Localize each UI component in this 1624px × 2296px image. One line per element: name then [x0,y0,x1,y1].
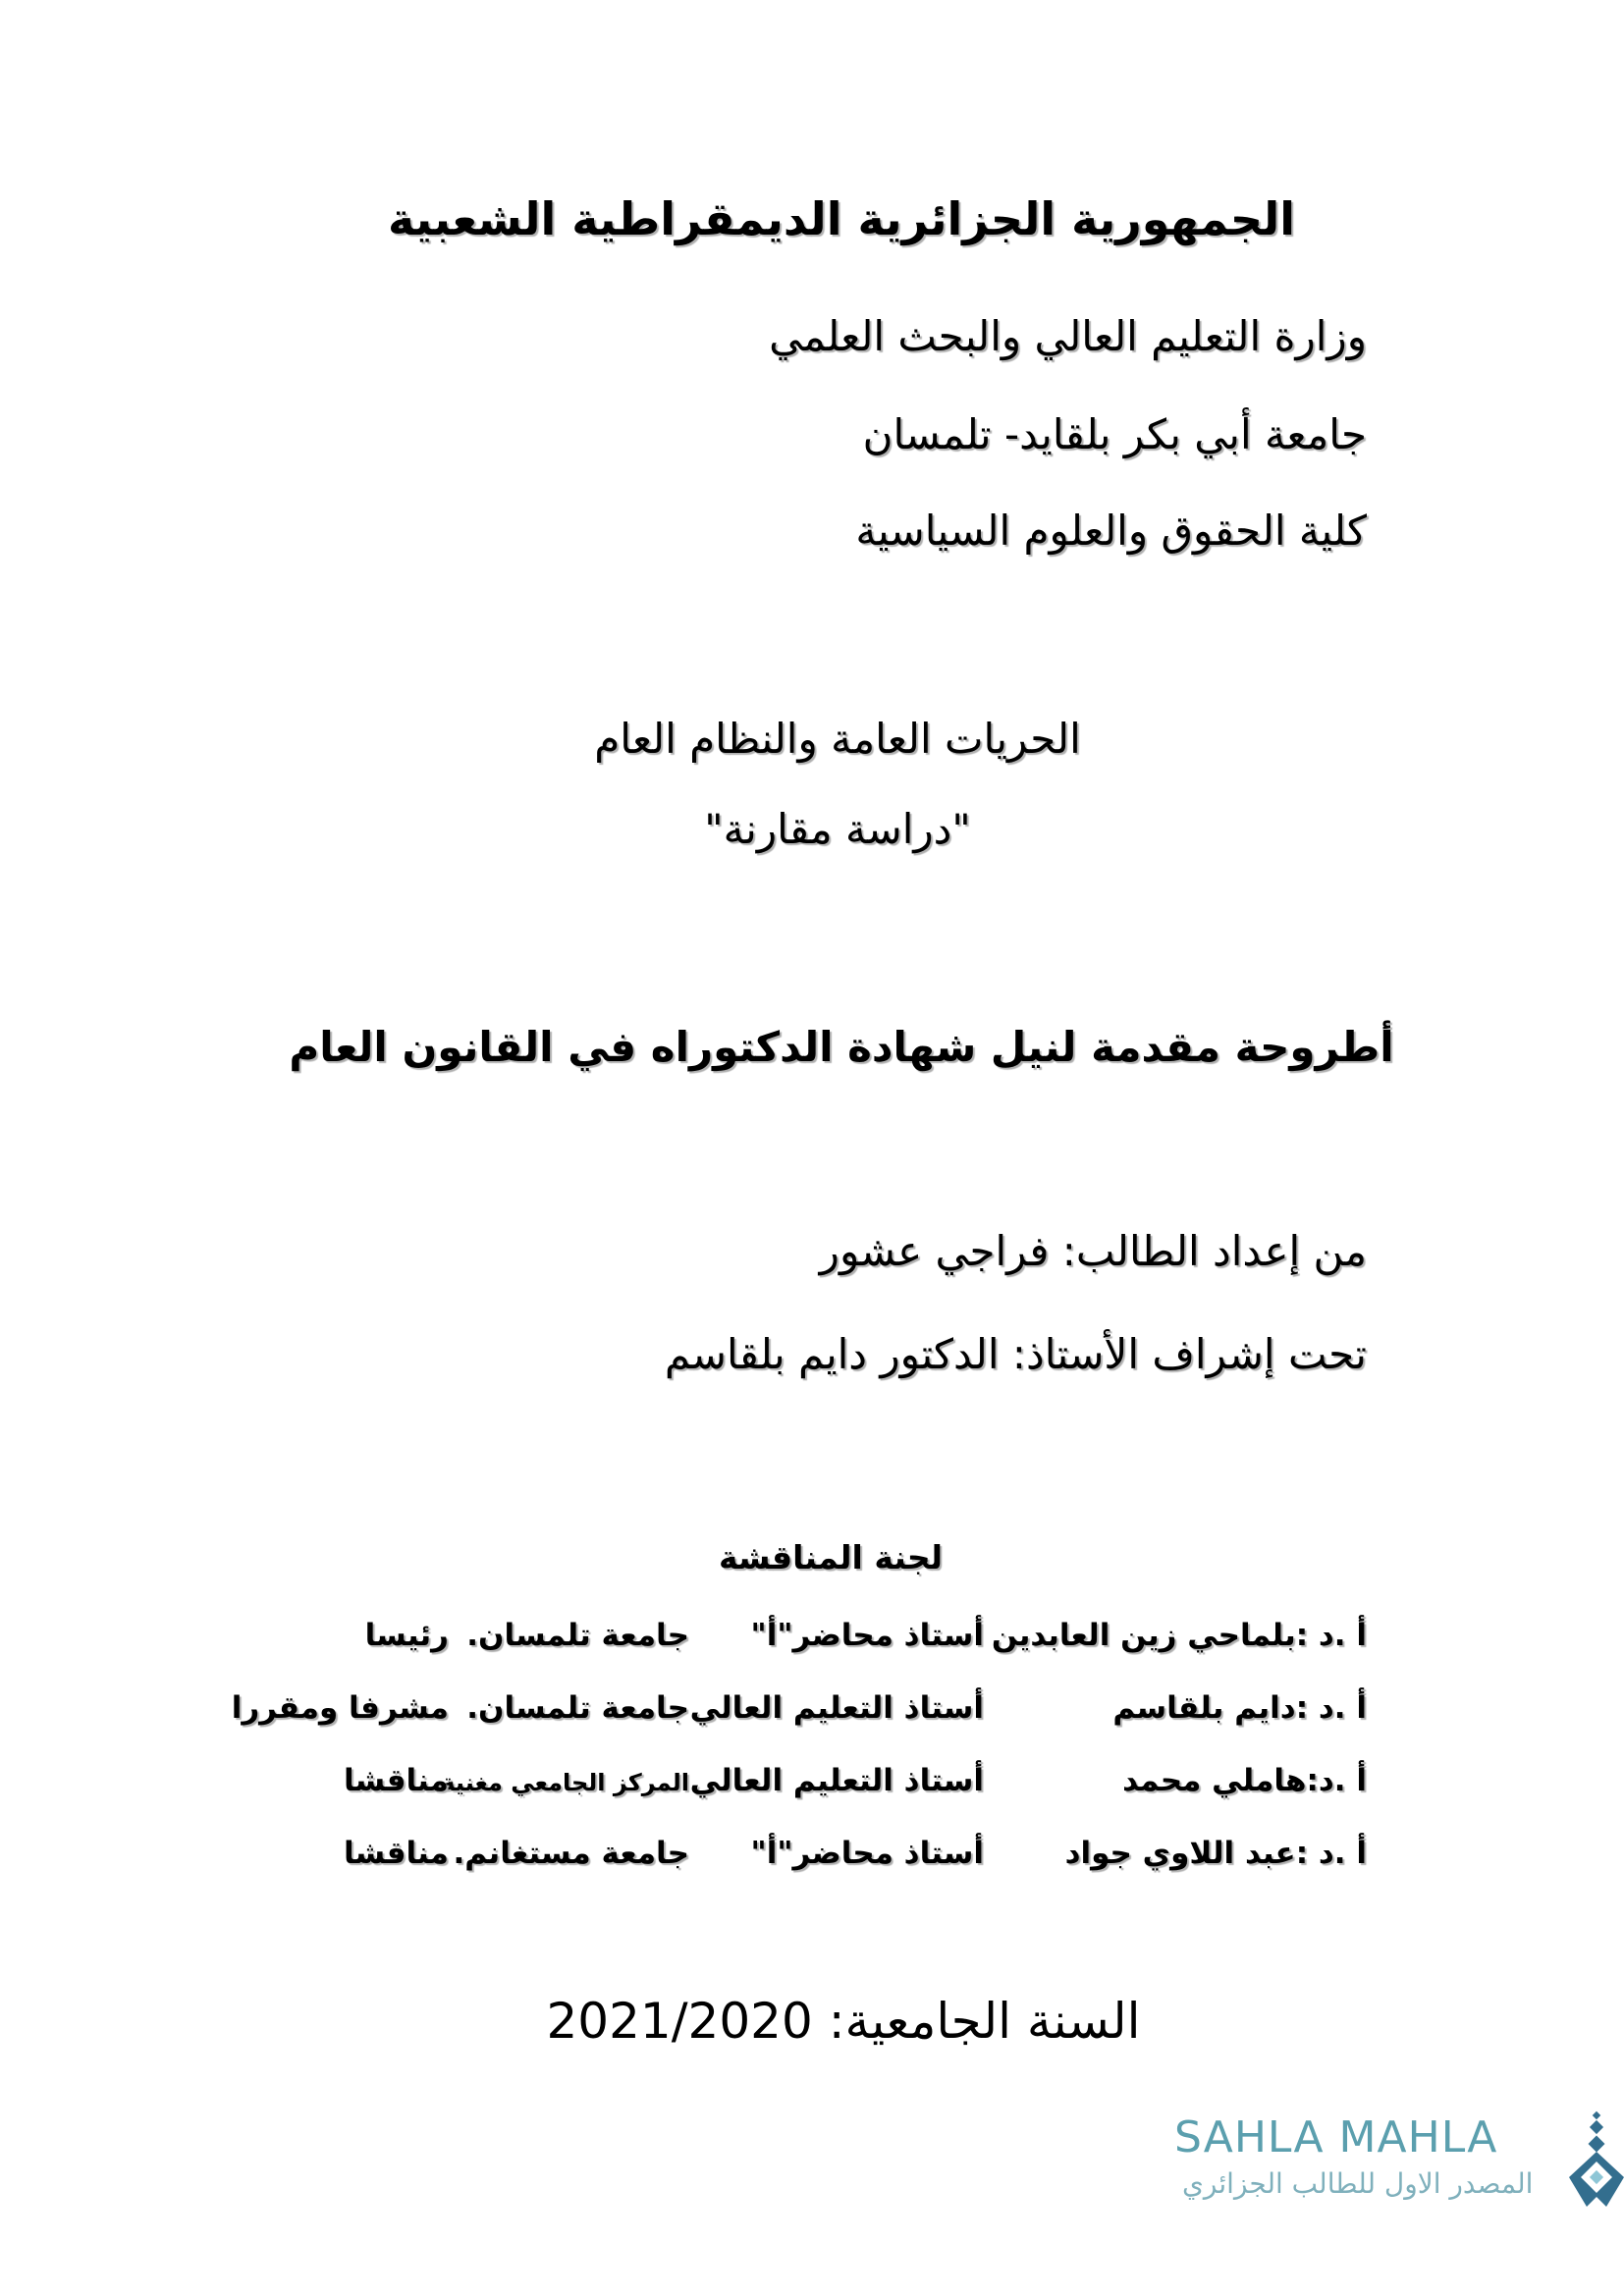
university-line: جامعة أبي بكر بلقايد- تلمسان [862,410,1367,458]
thesis-purpose: أطروحة مقدمة لنيل شهادة الدكتوراه في القانون العام [289,1023,1394,1071]
member-institution: جامعة تلمسان. [466,1618,689,1653]
committee-row [208,1836,1367,1885]
member-rank: أستاذ التعليم العالي [689,1690,984,1726]
member-name: أ .د :عبد اللاوي جواد [1064,1836,1367,1871]
supervisor-line: تحت إشراف الأستاذ: الدكتور دايم بلقاسم [664,1330,1367,1378]
member-name: أ .د :دايم بلقاسم [1112,1690,1367,1726]
member-role: مناقشا [344,1836,449,1871]
committee-title: لجنة المناقشة [718,1538,944,1576]
committee-row [208,1618,1367,1667]
member-name: أ .د:هاملي محمد [1122,1763,1367,1798]
member-role: مشرفا ومقررا [231,1690,449,1726]
member-rank: أستاذ محاضر"أ" [750,1618,984,1653]
member-role: مناقشا [344,1763,449,1798]
thesis-subtitle: "دراسة مقارنة" [704,805,971,853]
ministry-line: وزارة التعليم العالي والبحث العلمي [769,312,1367,360]
member-institution: المركز الجامعي مغنية. [432,1769,689,1796]
member-rank: أستاذ التعليم العالي [689,1763,984,1798]
member-institution: جامعة مستغانم. [453,1836,689,1871]
thesis-title: الحريات العامة والنظام العام [594,715,1081,763]
committee-row [208,1690,1367,1739]
academic-year: السنة الجامعية: 2021/2020 [546,1993,1141,2050]
calligraphy-mark-icon [1567,2110,1624,2209]
member-rank: أستاذ محاضر"أ" [750,1836,984,1871]
watermark-logo [1174,2110,1616,2209]
member-name: أ .د :بلماحي زين العابدين [991,1618,1367,1653]
republic-heading: الجمهورية الجزائرية الديمقراطية الشعبية [387,192,1296,245]
brand-tagline: المصدر الاول للطالب الجزائري [1182,2167,1534,2200]
member-role: رئيسا [364,1618,449,1653]
brand-name: SAHLA MAHLA [1174,2112,1498,2163]
member-institution: جامعة تلمسان. [466,1690,689,1726]
committee-row [208,1763,1367,1812]
faculty-line: كلية الحقوق والعلوم السياسية [855,507,1367,555]
student-line: من إعداد الطالب: فراجي عشور [819,1227,1367,1275]
